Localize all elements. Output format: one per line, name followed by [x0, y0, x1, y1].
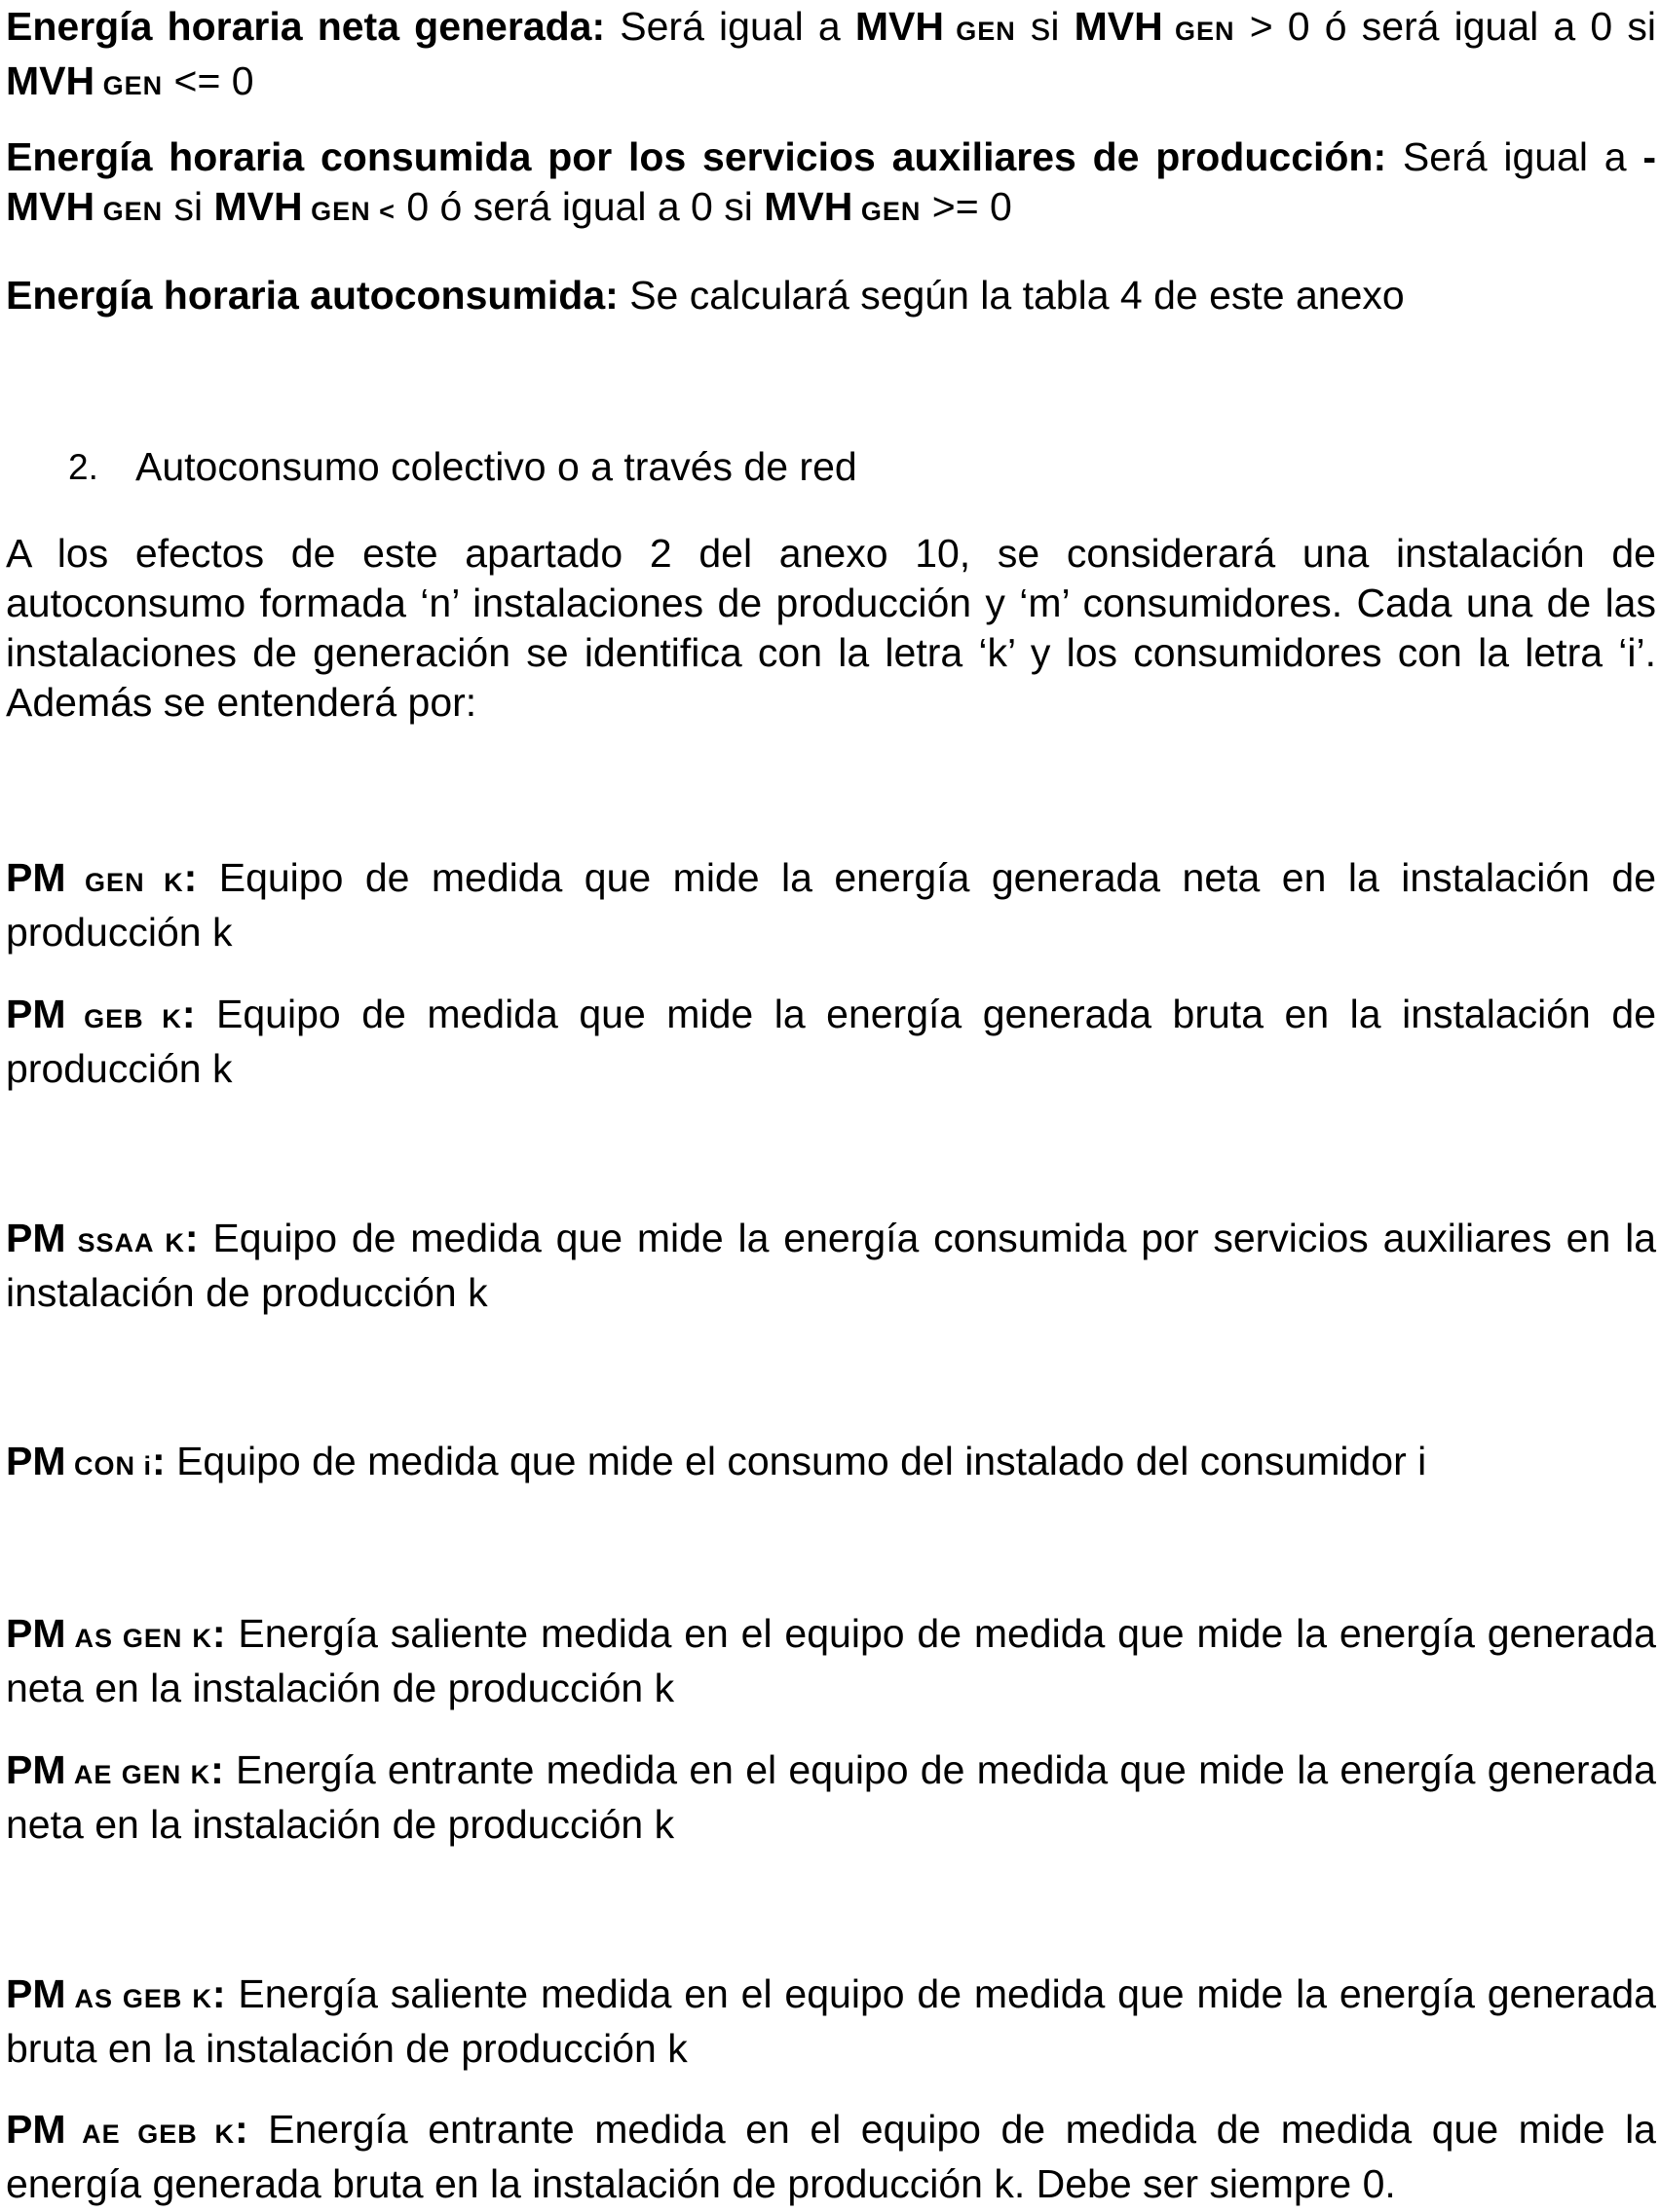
- term-label: Energía horaria autoconsumida:: [6, 273, 619, 318]
- definition-subscript: SSAA K: [65, 1228, 185, 1257]
- definition-subscript: CON i: [65, 1451, 153, 1481]
- paragraph-text: > 0 ó será igual a 0 si: [1234, 4, 1656, 49]
- term-label: Energía horaria consumida por los servicios auxiliares de producción:: [6, 134, 1387, 179]
- definition-colon: :: [152, 1439, 166, 1483]
- definition-text: Energía entrante medida en el equipo de medida que mide la energía generada neta en la instalación de producción k: [6, 1747, 1656, 1847]
- definition-colon: :: [211, 1611, 226, 1656]
- formula-subscript: GEN: [943, 17, 1016, 46]
- paragraph-text: si: [163, 184, 214, 229]
- definition-term: PM: [6, 992, 66, 1036]
- definition-colon: :: [184, 1216, 199, 1260]
- definition-subscript: GEB K: [65, 1004, 182, 1033]
- definition-term: PM: [6, 855, 66, 900]
- definition-term: PM: [6, 1439, 66, 1483]
- paragraph-energia-neta-generada: [6, 2, 1656, 111]
- term-label: Energía horaria neta generada:: [6, 4, 606, 49]
- definition-subscript: AE GEN K: [65, 1760, 211, 1789]
- definition-term: PM: [6, 1747, 66, 1792]
- paragraph-energia-autoconsumida: [6, 271, 1656, 320]
- definition-text: Energía saliente medida en el equipo de medida que mide la energía generada bruta en la instalación de producción k: [6, 1971, 1656, 2071]
- paragraph-text: si: [1015, 4, 1075, 49]
- formula-variable: MVH: [764, 184, 853, 229]
- formula-subscript: GEN <: [302, 197, 396, 226]
- formula-subscript: GEN: [852, 197, 922, 226]
- section-number: 2.: [68, 447, 98, 487]
- formula-subscript: GEN: [94, 197, 164, 226]
- definition-text: Equipo de medida que mide el consumo del instalado del consumidor i: [165, 1439, 1427, 1483]
- definition-text: Energía entrante medida en el equipo de medida de medida que mide la energía generada bruta en la instalación de producción k. Debe ser siempre 0.: [6, 2107, 1656, 2206]
- definition-term: PM: [6, 1216, 66, 1260]
- section-title: Autoconsumo colectivo o a través de red: [135, 444, 857, 489]
- definition-colon: :: [210, 1747, 224, 1792]
- definition-subscript: GEN K: [65, 868, 184, 897]
- formula-variable: MVH: [854, 4, 944, 49]
- definition-pm-geb-k: [6, 990, 1656, 1094]
- definition-subscript: AE GEB K: [65, 2119, 235, 2149]
- definition-pm-con-i: [6, 1437, 1656, 1491]
- paragraph-text: >= 0: [921, 184, 1012, 229]
- definition-term: PM: [6, 1611, 66, 1656]
- definition-colon: :: [183, 855, 198, 900]
- definition-colon: :: [211, 1971, 226, 2016]
- formula-variable: MVH: [1074, 4, 1163, 49]
- formula-variable: MVH: [6, 58, 95, 103]
- paragraph-energia-servicios-auxiliares: [6, 132, 1656, 237]
- paragraph-text: <= 0: [163, 58, 254, 103]
- definition-term: PM: [6, 2107, 66, 2152]
- paragraph-text: Será igual a: [605, 4, 855, 49]
- definition-text: Equipo de medida que mide la energía generada neta en la instalación de producción k: [6, 855, 1656, 955]
- definition-subscript: AS GEB K: [65, 1984, 212, 2013]
- formula-variable: MVH: [213, 184, 303, 229]
- definition-pm-as-geb-k: [6, 1969, 1656, 2074]
- definition-term: PM: [6, 1971, 66, 2016]
- definition-colon: :: [234, 2107, 248, 2152]
- definition-pm-ae-gen-k: [6, 1745, 1656, 1850]
- paragraph-text: Será igual a: [1386, 134, 1643, 179]
- definition-pm-ae-geb-k: [6, 2105, 1656, 2209]
- definition-pm-as-gen-k: [6, 1609, 1656, 1713]
- definition-colon: :: [181, 992, 196, 1036]
- paragraph-text: 0 ó será igual a 0 si: [395, 184, 765, 229]
- formula-subscript: GEN: [1162, 17, 1235, 46]
- paragraph-text: Se calculará según la tabla 4 de este anexo: [618, 273, 1405, 318]
- definition-pm-gen-k: [6, 853, 1656, 957]
- definition-text: Equipo de medida que mide la energía consumida por servicios auxiliares en la instalación de producción k: [6, 1216, 1656, 1315]
- formula-subscript: GEN: [94, 71, 164, 100]
- formula-variable: -MVH: [6, 134, 1656, 229]
- definition-text: Equipo de medida que mide la energía generada bruta en la instalación de producción k: [6, 992, 1656, 1091]
- definition-subscript: AS GEN K: [65, 1624, 212, 1653]
- definition-text: Energía saliente medida en el equipo de medida que mide la energía generada neta en la instalación de producción k: [6, 1611, 1656, 1710]
- intro-paragraph: A los efectos de este apartado 2 del anexo 10, se considerará una instalación de autoconsumo formada ‘n’ instalaciones de producción y ‘m’ consumidores. Cada una de las instalaciones de generación se identifica con la letra ‘k’ y los consumidores con la letra ‘i’. Además se entenderá por:: [6, 531, 1656, 725]
- definition-pm-ssaa-k: [6, 1214, 1656, 1318]
